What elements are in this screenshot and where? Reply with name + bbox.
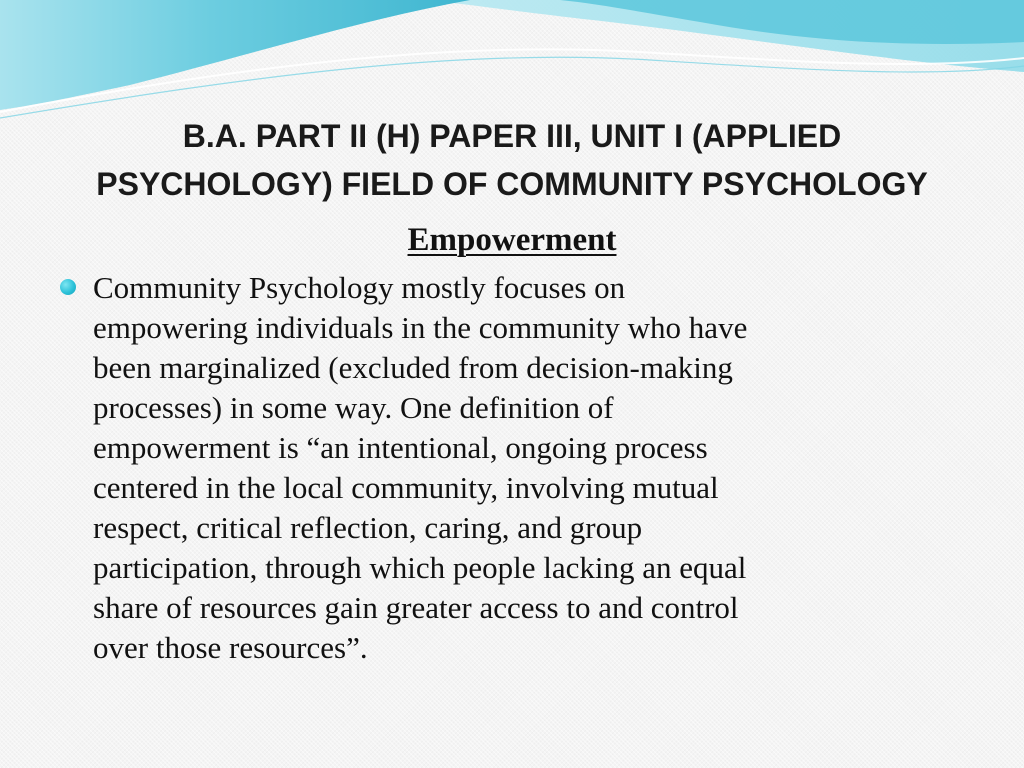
bullet-item: [56, 268, 956, 668]
bullet-dot-icon: [60, 279, 76, 295]
bullet-text-line: Community Psychology mostly focuses on: [93, 270, 626, 305]
bullet-text-line: centered in the local community, involving mutual: [93, 470, 719, 505]
bullet-text-line: share of resources gain greater access to and control: [93, 590, 739, 625]
bullet-text-line: over those resources”.: [93, 630, 368, 665]
slide-title: [40, 112, 984, 208]
title-line: B.A. PART II (H) PAPER III, UNIT I (APPLIED: [182, 118, 842, 154]
decorative-wave-header: [0, 0, 1024, 130]
bullet-text-line: empowering individuals in the community who have: [93, 310, 748, 345]
bullet-text-line: participation, through which people lacking an equal: [93, 550, 747, 585]
bullet-text-line: been marginalized (excluded from decision-making: [93, 350, 733, 385]
title-line: PSYCHOLOGY) FIELD OF COMMUNITY PSYCHOLOGY: [96, 166, 928, 202]
bullet-text-line: processes) in some way. One definition of: [93, 390, 614, 425]
bullet-list: [56, 268, 956, 668]
bullet-text-line: empowerment is “an intentional, ongoing process: [93, 430, 708, 465]
slide-subtitle: Empowerment: [407, 222, 617, 258]
bullet-text-line: respect, critical reflection, caring, and group: [93, 510, 643, 545]
